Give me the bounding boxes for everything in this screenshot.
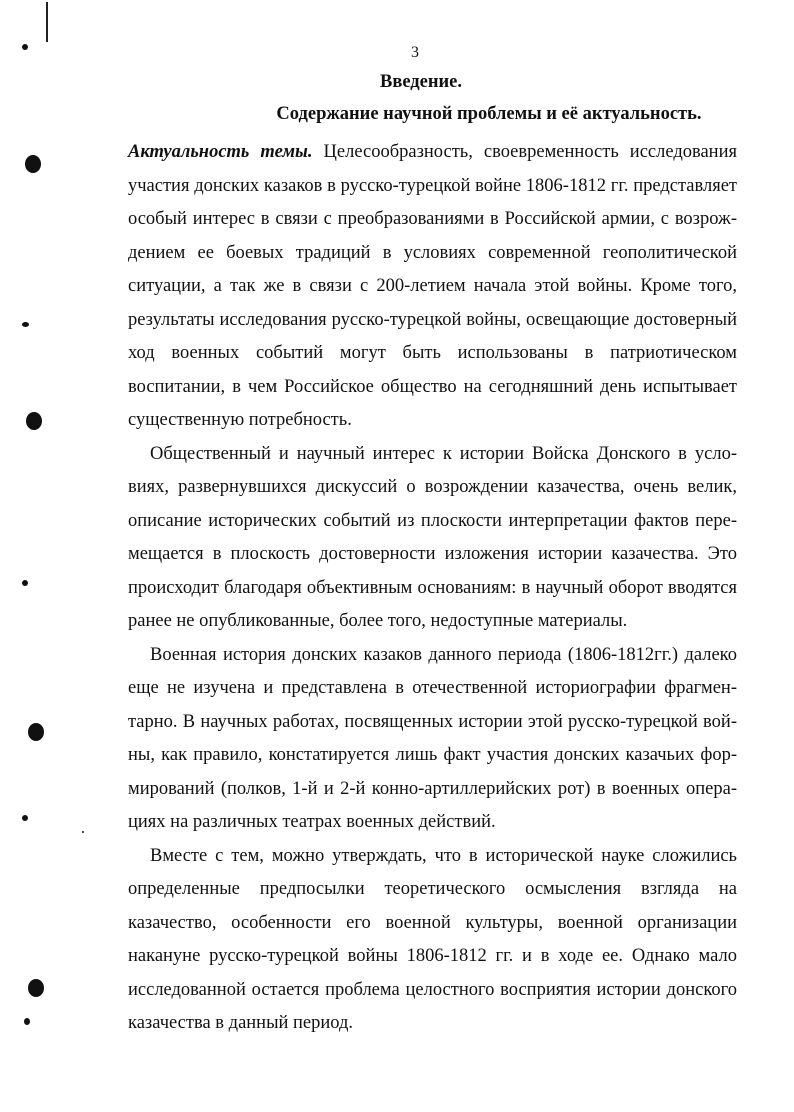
paragraph-text: Целесообразность, своевременность исследования участия донских казаков в русско-турецкой войне 1806-1812 гг. представляет особый интерес в связи с преобразованиями в Российской армии, с возрождением ее боевых традиций в условиях современной геополитической ситуации, а так же в связи с 200-летием начала этой войны. Кроме того, результаты исследования русско-турецкой войны, освещающие достоверный ход военных событий могут быть использованы в патриотическом воспитании, в чем Российское общество на сегодняшний день испытывает существенную потребность. bbox=[128, 142, 737, 430]
paragraph-relevance bbox=[128, 136, 737, 438]
paragraph-scientific-premises: Вместе с тем, можно утверждать, что в исторической науке сложились определенные предпосылки теоретического осмысления взгляда на казачество, особенности его военной культуры, военной организации накануне русско-турецкой войны 1806-1812 гг. и в ходе ее. Однако мало исследованной остается проблема целостного восприятия истории донского казачества в данный период. bbox=[128, 845, 737, 1033]
scan-dot bbox=[24, 1018, 30, 1025]
paragraph-military-history: Военная история донских казаков данного периода (1806-1812гг.) далеко еще не изучена и представлена в отечественной историографии фрагментарно. В научных работах, посвященных истории этой русско-турецкой войны, как правило, констатируется лишь факт участия донских казачьих формирований (полков, 1-й и 2-й конно-артиллерийских рот) в военных операциях на различных театрах военных действий. bbox=[128, 644, 737, 832]
scan-edge-line bbox=[46, 2, 48, 42]
paragraph-lead: Актуальность темы. bbox=[128, 142, 313, 162]
scan-speck bbox=[82, 831, 84, 833]
section-subtitle: Содержание научной проблемы и её актуальность. bbox=[276, 104, 702, 124]
section-title: Введение. bbox=[379, 72, 463, 92]
scan-dot bbox=[22, 815, 28, 821]
paragraph-public-interest: Общественный и научный интерес к истории Войска Донского в условиях, развернувшихся дискуссий о возрождении казачества, очень велик, описание исторических событий из плоскости интерпретации фактов перемещается в плоскость достоверности изложения истории казачества. Это происходит благодаря объективным основаниям: в научный оборот вводятся ранее не опубликованные, более того, недоступные материалы. bbox=[128, 443, 737, 631]
scan-hole bbox=[28, 979, 44, 997]
scan-hole bbox=[25, 155, 41, 173]
scan-hole bbox=[28, 723, 44, 741]
scan-hole bbox=[26, 412, 42, 430]
page-number: 3 bbox=[411, 44, 419, 61]
scan-dot bbox=[22, 580, 28, 586]
body-text bbox=[128, 136, 737, 1041]
scan-dot bbox=[22, 322, 29, 327]
